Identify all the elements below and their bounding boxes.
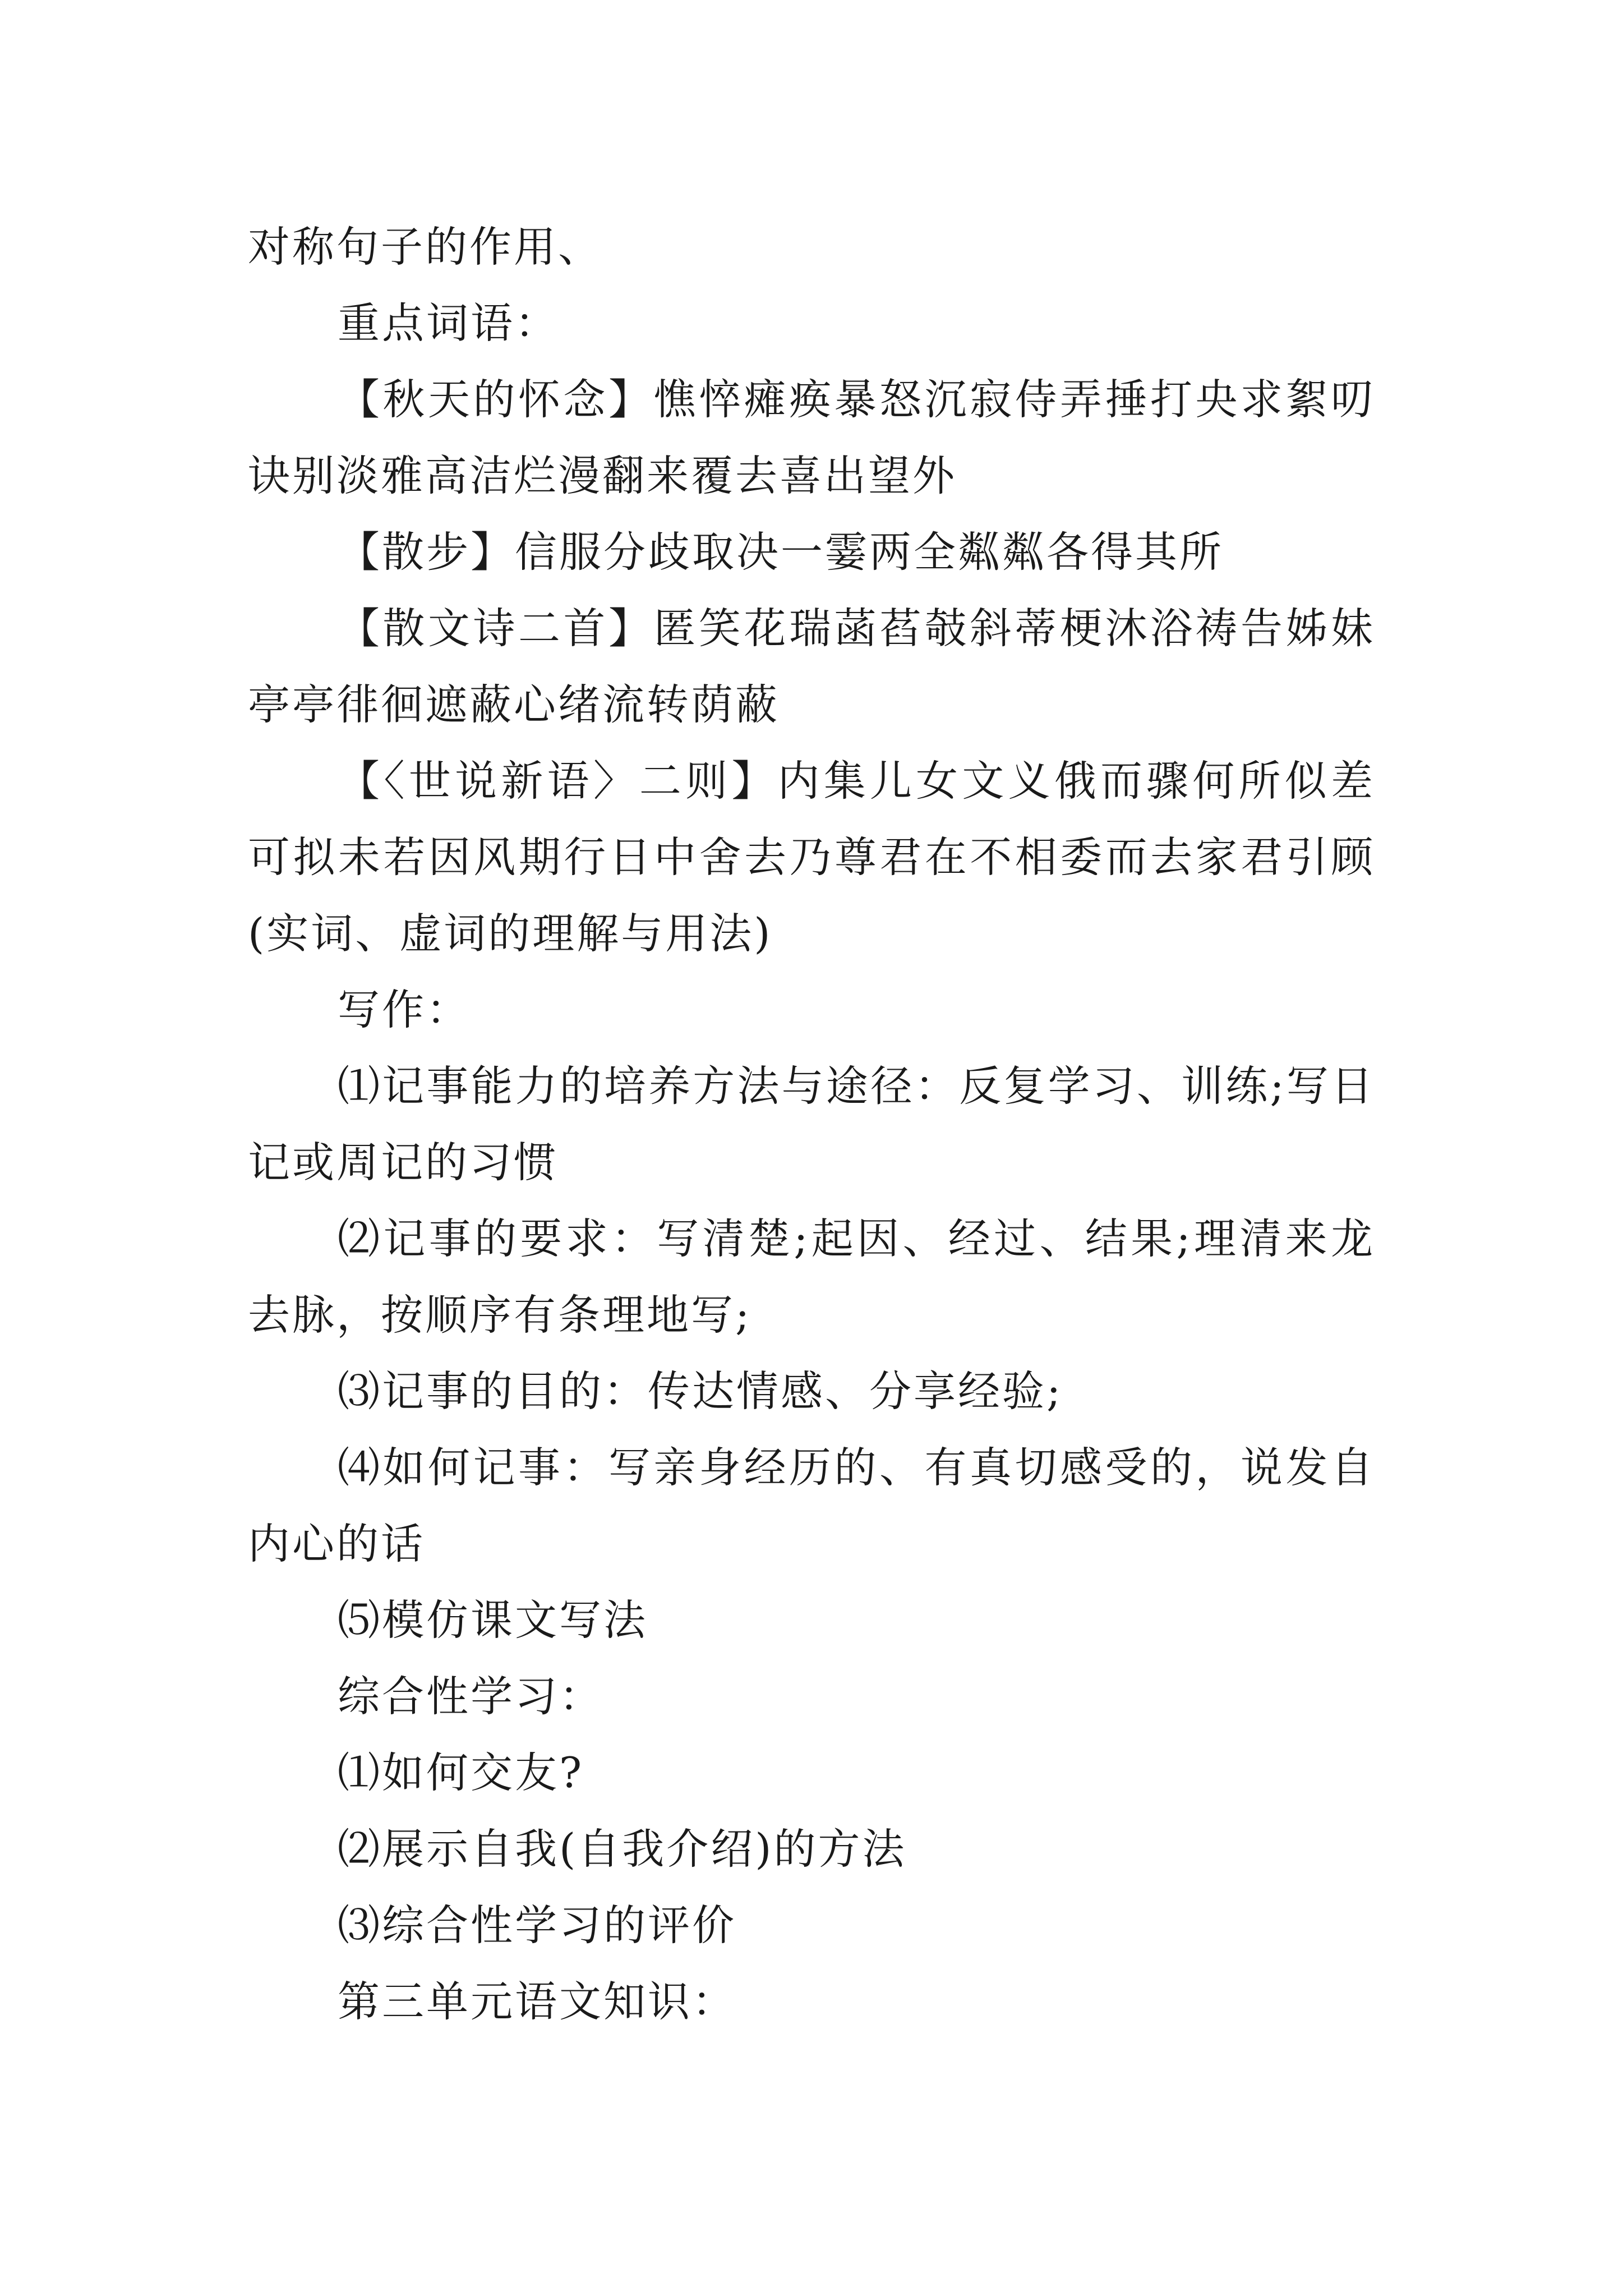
document-body <box>248 209 1375 2040</box>
writing-item-4: ⑷如何记事：写亲身经历的、有真切感受的，说发自内心的话 <box>248 1443 1375 1568</box>
heading-key-words: 重点词语： <box>338 298 560 348</box>
heading-unit-three: 第三单元语文知识： <box>338 1977 737 2026</box>
learning-item-2: ⑵展示自我(自我介绍)的方法 <box>338 1824 907 1874</box>
heading-comprehensive-learning: 综合性学习： <box>338 1672 604 1721</box>
vocab-shishuo-xinyu: 【〈世说新语〉二则】内集儿女文义俄而骤何所似差可拟未若因风期行日中舍去乃尊君在不相委而去家君引顾(实词、虚词的理解与用法) <box>248 756 1375 958</box>
writing-item-5: ⑸模仿课文写法 <box>338 1595 648 1645</box>
paragraph-continuation: 对称句子的作用、 <box>248 222 603 272</box>
vocab-two-prose-poems: 【散文诗二首】匿笑花瑞菡萏攲斜蒂梗沐浴祷告姊妹亭亭徘徊遮蔽心绪流转荫蔽 <box>248 604 1375 729</box>
vocab-autumn-memory: 【秋天的怀念】憔悴瘫痪暴怒沉寂侍弄捶打央求絮叨诀别淡雅高洁烂漫翻来覆去喜出望外 <box>248 375 1375 500</box>
heading-writing: 写作： <box>338 985 471 1034</box>
learning-item-1: ⑴如何交友? <box>338 1748 584 1797</box>
learning-item-3: ⑶综合性学习的评价 <box>338 1901 737 1950</box>
vocab-taking-a-walk: 【散步】信服分歧取决一霎两全粼粼各得其所 <box>338 527 1224 577</box>
writing-item-2: ⑵记事的要求：写清楚;起因、经过、结果;理清来龙去脉，按顺序有条理地写; <box>248 1214 1375 1340</box>
writing-item-3: ⑶记事的目的：传达情感、分享经验; <box>338 1366 1063 1416</box>
writing-item-1: ⑴记事能力的培养方法与途径：反复学习、训练;写日记或周记的习惯 <box>248 1061 1375 1187</box>
